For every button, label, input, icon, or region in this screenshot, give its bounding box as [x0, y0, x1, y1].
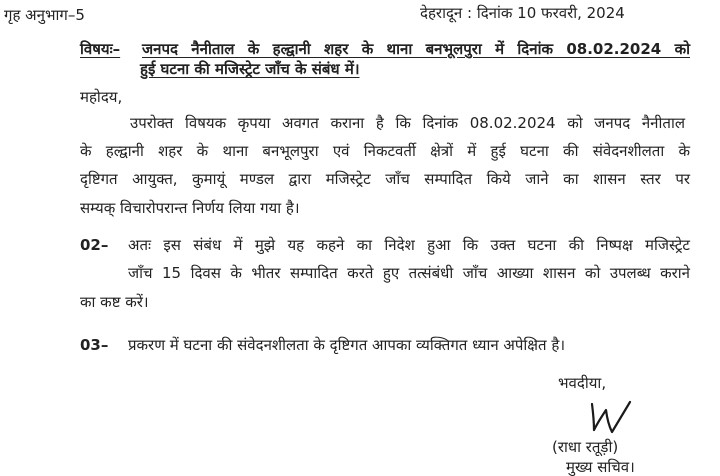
para3-text: प्रकरण में घटना की संवेदनशीलता के दृष्टिगत आपका व्यक्तिगत ध्यान अपेक्षित है।: [128, 336, 566, 354]
para2-line-3: का कष्ट करें।: [80, 293, 149, 311]
para1-line-4: सम्यक् विचारोपरान्त निर्णय लिया गया है।: [80, 199, 300, 217]
para2-line-2: जाँच 15 दिवस के भीतर सम्पादित करते हुए तत्संबंधी जाँच आख्या शासन को उपलब्ध कराने: [128, 264, 690, 282]
para2-line-1: अतः इस संबंध में मुझे यह कहने का निदेश हुआ कि उक्त घटना की निष्पक्ष मजिस्ट्रेट: [128, 236, 690, 254]
handwritten-signature-icon: [584, 398, 634, 436]
subject-line-1: जनपद नैनीताल के हल्द्वानी शहर के थाना बनभूलपुरा में दिनांक 08.02.2024 को: [142, 40, 690, 58]
para1-line-1: उपरोक्त विषयक कृपया अवगत कराना है कि दिनांक 08.02.2024 को जनपद नैनीताल: [130, 114, 685, 132]
para1-line-3: दृष्टिगत आयुक्त, कुमायूं मण्डल द्वारा मजिस्ट्रेट जाँच सम्पादित किये जाने का शासन स्तर पर: [80, 170, 690, 188]
subject-label: विषयः–: [80, 40, 121, 58]
subject-line-2: हुई घटना की मजिस्ट्रेट जाँच के संबंध में।: [140, 60, 360, 78]
salutation: महोदय,: [80, 88, 123, 106]
valediction: भवदीया,: [558, 374, 607, 392]
place-date: देहरादून : दिनांक 10 फरवरी, 2024: [420, 4, 625, 22]
para3-number: 03–: [80, 336, 109, 354]
para1-line-2: के हल्द्वानी शहर के थाना बनभूलपुरा एवं निकटवर्ती क्षेत्रों में हुई घटना की संवेदनशीलता के: [80, 142, 690, 160]
para2-number: 02–: [80, 236, 109, 254]
signatory-name: (राधा रतूड़ी): [552, 438, 619, 456]
signatory-designation: मुख्य सचिव।: [566, 458, 635, 476]
department-label: गृह अनुभाग–5: [4, 6, 85, 24]
